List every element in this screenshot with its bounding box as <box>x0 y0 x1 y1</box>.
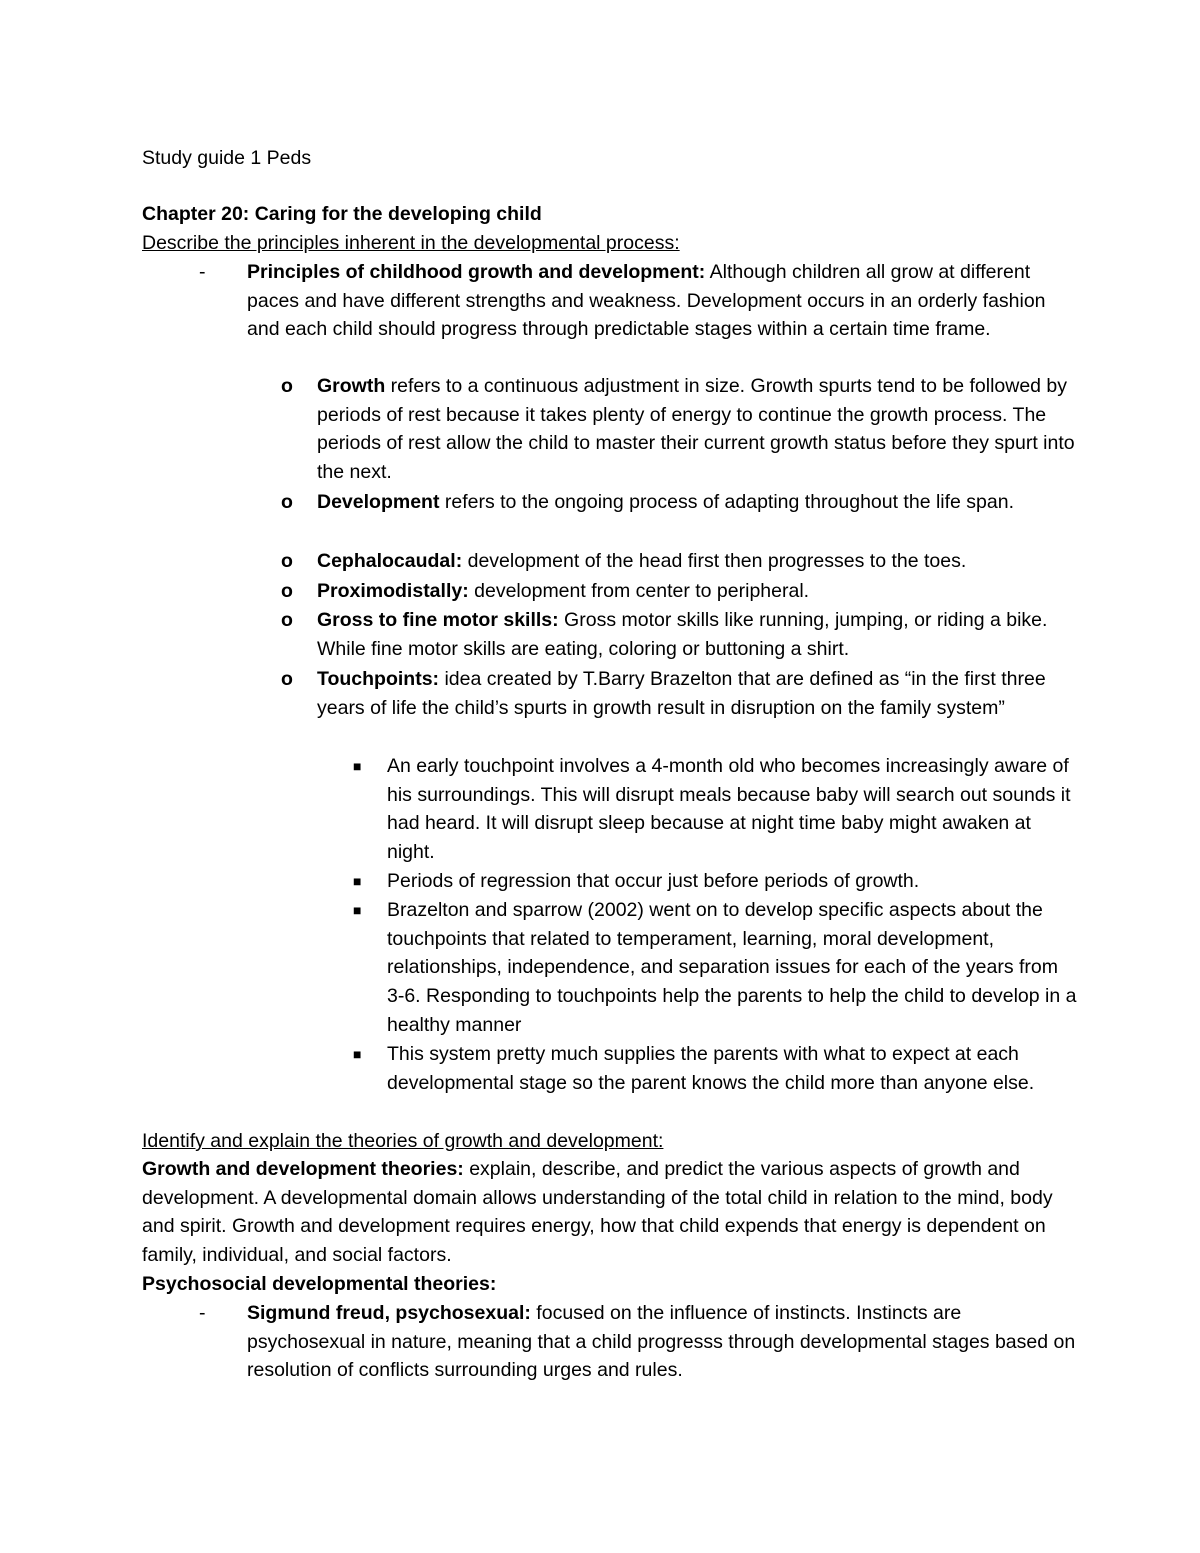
list-item-proximodistally <box>281 577 1087 606</box>
list-item-touchpoints <box>281 665 1087 722</box>
text-gross-fine: Gross motor skills like running, jumping, or riding a bike. While fine motor skills are eating, coloring or buttoning a shirt. <box>317 609 1048 660</box>
list-item-touchpoint-4 <box>353 1040 1077 1097</box>
text-cephalocaudal: development of the head first then progresses to the toes. <box>462 550 967 572</box>
term-growth-theories: Growth and development theories: <box>142 1158 464 1180</box>
list-item-gross-fine <box>281 606 1087 663</box>
list-item-touchpoint-3 <box>353 896 1077 1040</box>
term-proximodistally: Proximodistally: <box>317 580 469 602</box>
text-development: refers to the ongoing process of adapting throughout the life span. <box>439 491 1015 513</box>
circle-bullet: o <box>281 668 293 690</box>
circle-bullet: o <box>281 375 293 397</box>
text-freud: focused on the influence of instincts. Instincts are psychosexual in nature, meaning that a child progresss through developmental stages based on resolution of conflicts surrounding urges and rules. <box>247 1302 1076 1382</box>
chapter-heading: Chapter 20: Caring for the developing child <box>142 203 542 225</box>
circle-bullet: o <box>281 550 293 572</box>
text-touchpoint-2: Periods of regression that occur just before periods of growth. <box>387 870 920 892</box>
term-gross-fine: Gross to fine motor skills: <box>317 609 559 631</box>
paragraph-growth-theories <box>142 1155 1072 1270</box>
circle-bullet: o <box>281 609 293 631</box>
text-touchpoints: idea created by T.Barry Brazelton that are defined as “in the first three years of life the child’s spurts in growth result in disruption on the family system” <box>317 668 1046 719</box>
text-growth: refers to a continuous adjustment in size. Growth spurts tend to be followed by periods of rest because it takes plenty of energy to continue the growth process. The periods of rest allow the child to master their current growth status before they spurt into the next. <box>317 375 1075 484</box>
list-item-touchpoint-2 <box>353 867 1077 896</box>
document-title: Study guide 1 Peds <box>142 147 312 169</box>
circle-bullet: o <box>281 491 293 513</box>
list-item-growth <box>281 372 1087 487</box>
list-item-cephalocaudal <box>281 547 1087 576</box>
square-bullet: ■ <box>353 758 362 774</box>
square-bullet: ■ <box>353 902 362 918</box>
text-touchpoint-4: This system pretty much supplies the parents with what to expect at each developmental stage so the parent knows the child more than anyone else. <box>387 1043 1035 1094</box>
term-cephalocaudal: Cephalocaudal: <box>317 550 463 572</box>
text-touchpoint-3: Brazelton and sparrow (2002) went on to develop specific aspects about the touchpoints that related to temperament, learning, moral development, relationships, independence, and separation issues for each of the years from 3-6. Responding to touchpoints help the parents to help the child to develop in a healthy manner <box>387 899 1077 1036</box>
list-item-development <box>281 488 1087 517</box>
list-item-freud <box>199 1299 1077 1385</box>
text-growth-theories: explain, describe, and predict the various aspects of growth and development. A developmental domain allows understanding of the total child in relation to the mind, body and spirit. Growth and development requires energy, how that child expends that energy is dependent on family, individual, and social factors. <box>142 1158 1053 1267</box>
circle-bullet: o <box>281 580 293 602</box>
section-heading-theories: Identify and explain the theories of growth and development: <box>142 1130 664 1152</box>
psychosocial-heading: Psychosocial developmental theories: <box>142 1273 497 1295</box>
term-touchpoints: Touchpoints: <box>317 668 440 690</box>
term-development: Development <box>317 491 440 513</box>
dash-bullet: - <box>199 1302 206 1324</box>
section-heading-principles: Describe the principles inherent in the developmental process: <box>142 232 680 254</box>
square-bullet: ■ <box>353 1046 362 1062</box>
term-principles: Principles of childhood growth and development: <box>247 261 706 283</box>
list-item-principles <box>199 258 1077 344</box>
term-growth: Growth <box>317 375 386 397</box>
dash-bullet: - <box>199 261 206 283</box>
text-touchpoint-1: An early touchpoint involves a 4-month old who becomes increasingly aware of his surroundings. This will disrupt meals because baby will search out sounds it had heard. It will disrupt sleep because at night time baby might awaken at night. <box>387 755 1071 864</box>
list-item-touchpoint-1 <box>353 752 1077 867</box>
term-freud: Sigmund freud, psychosexual: <box>247 1302 531 1324</box>
text-principles: Although children all grow at different paces and have different strengths and weakness. Development occurs in an orderly fashion and each child should progress through predictable stages within a certain time frame. <box>247 261 1046 341</box>
text-proximodistally: development from center to peripheral. <box>468 580 810 602</box>
square-bullet: ■ <box>353 873 362 889</box>
